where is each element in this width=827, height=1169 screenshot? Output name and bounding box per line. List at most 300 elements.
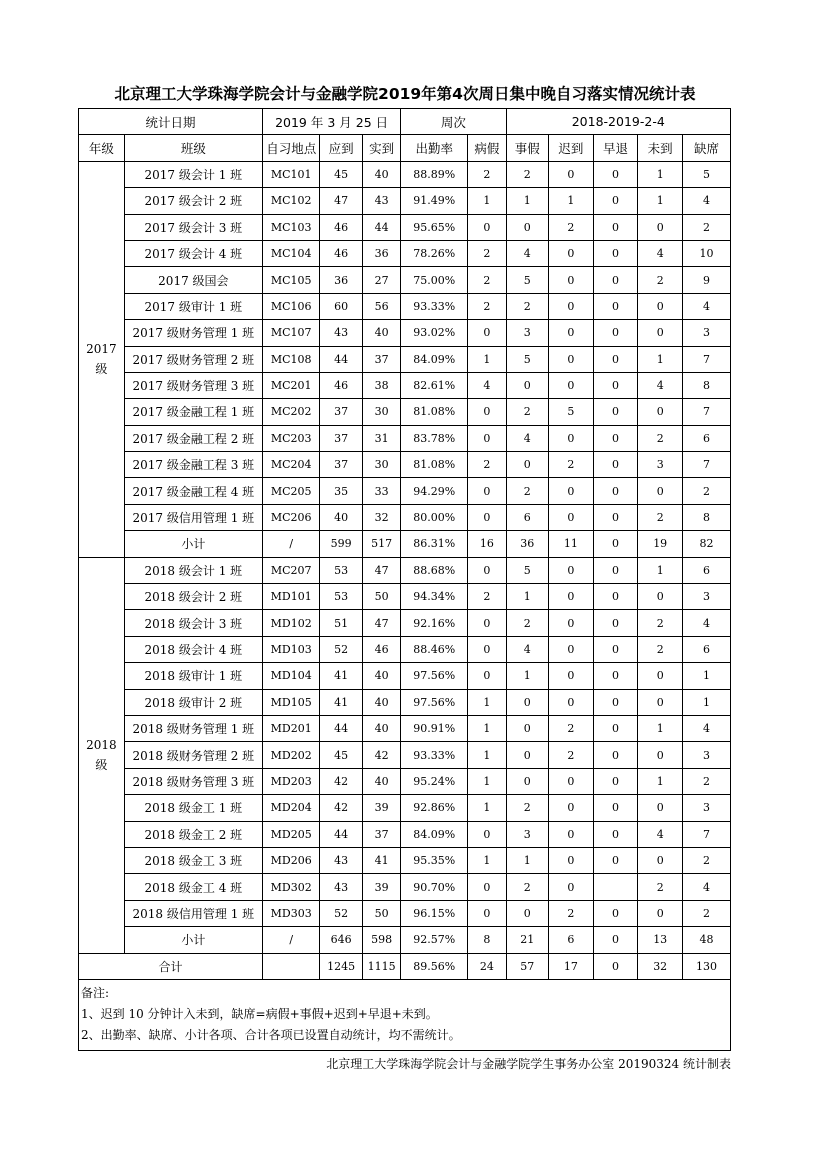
subtotal-location-cell: / — [262, 531, 319, 557]
actual-cell: 33 — [362, 478, 400, 504]
late-cell: 0 — [549, 293, 594, 319]
class-cell: 2017 级财务管理 2 班 — [124, 346, 262, 372]
rate-cell: 88.89% — [401, 161, 468, 187]
class-cell: 2018 级金工 3 班 — [124, 847, 262, 873]
missing-cell: 2 — [683, 478, 731, 504]
info-row — [79, 109, 731, 135]
late-cell: 0 — [549, 504, 594, 530]
early-leave-cell: 0 — [593, 821, 638, 847]
total-personal-leave-cell: 57 — [506, 953, 549, 979]
late-cell: 0 — [549, 874, 594, 900]
table-row — [79, 610, 731, 636]
total-location-cell — [262, 953, 319, 979]
location-cell: MD102 — [262, 610, 319, 636]
class-cell: 2017 级审计 1 班 — [124, 293, 262, 319]
missing-cell: 7 — [683, 821, 731, 847]
absent-cell: 1 — [638, 188, 683, 214]
absent-cell: 0 — [638, 320, 683, 346]
personal-leave-cell: 6 — [506, 504, 549, 530]
early-leave-cell: 0 — [593, 795, 638, 821]
absent-cell: 2 — [638, 636, 683, 662]
late-cell: 0 — [549, 425, 594, 451]
subtotal-absent-cell: 19 — [638, 531, 683, 557]
sick-cell: 1 — [468, 768, 506, 794]
class-cell: 2018 级财务管理 2 班 — [124, 742, 262, 768]
location-cell: MD105 — [262, 689, 319, 715]
early-leave-cell: 0 — [593, 715, 638, 741]
sick-cell: 0 — [468, 557, 506, 583]
rate-cell: 93.33% — [401, 293, 468, 319]
expected-cell: 44 — [320, 821, 363, 847]
expected-cell: 37 — [320, 425, 363, 451]
table-row — [79, 900, 731, 926]
location-cell: MD303 — [262, 900, 319, 926]
personal-leave-cell: 0 — [506, 689, 549, 715]
sick-cell: 1 — [468, 346, 506, 372]
table-row — [79, 425, 731, 451]
location-cell: MC108 — [262, 346, 319, 372]
header-location: 自习地点 — [262, 135, 319, 161]
subtotal-personal-leave-cell: 36 — [506, 531, 549, 557]
table-row — [79, 293, 731, 319]
expected-cell: 40 — [320, 504, 363, 530]
rate-cell: 90.70% — [401, 874, 468, 900]
missing-cell: 10 — [683, 240, 731, 266]
location-cell: MD204 — [262, 795, 319, 821]
personal-leave-cell: 5 — [506, 557, 549, 583]
week-label: 周次 — [401, 109, 506, 135]
total-early-leave-cell: 0 — [593, 953, 638, 979]
table-row — [79, 847, 731, 873]
class-cell: 2017 级财务管理 1 班 — [124, 320, 262, 346]
class-cell: 2018 级审计 2 班 — [124, 689, 262, 715]
rate-cell: 88.68% — [401, 557, 468, 583]
late-cell: 2 — [549, 452, 594, 478]
header-expected: 应到 — [320, 135, 363, 161]
rate-cell: 81.08% — [401, 452, 468, 478]
location-cell: MD201 — [262, 715, 319, 741]
footer-note: 北京理工大学珠海学院会计与金融学院学生事务办公室 20190324 统计制表 — [326, 1057, 731, 1071]
missing-cell: 1 — [683, 689, 731, 715]
absent-cell: 0 — [638, 900, 683, 926]
note-line: 2、出勤率、缺席、小计各项、合计各项已设置自动统计，均不需统计。 — [81, 1027, 461, 1042]
early-leave-cell: 0 — [593, 847, 638, 873]
table-row — [79, 372, 731, 398]
early-leave-cell: 0 — [593, 425, 638, 451]
date-label: 统计日期 — [79, 109, 263, 135]
rate-cell: 75.00% — [401, 267, 468, 293]
notes-cell — [79, 979, 731, 1050]
absent-cell: 0 — [638, 742, 683, 768]
missing-cell: 4 — [683, 610, 731, 636]
expected-cell: 44 — [320, 346, 363, 372]
report-title: 北京理工大学珠海学院会计与金融学院2019年第4次周日集中晚自习落实情况统计表 — [114, 85, 696, 103]
class-cell: 2017 级金融工程 4 班 — [124, 478, 262, 504]
absent-cell: 0 — [638, 293, 683, 319]
missing-cell: 4 — [683, 874, 731, 900]
absent-cell: 1 — [638, 346, 683, 372]
missing-cell: 5 — [683, 161, 731, 187]
location-cell: MC105 — [262, 267, 319, 293]
absent-cell: 4 — [638, 821, 683, 847]
rate-cell: 91.49% — [401, 188, 468, 214]
personal-leave-cell: 0 — [506, 715, 549, 741]
class-cell: 2017 级金融工程 1 班 — [124, 399, 262, 425]
sick-cell: 0 — [468, 425, 506, 451]
date-value: 2019 年 3 月 25 日 — [262, 109, 400, 135]
early-leave-cell: 0 — [593, 557, 638, 583]
expected-cell: 45 — [320, 161, 363, 187]
table-row — [79, 821, 731, 847]
actual-cell: 50 — [362, 900, 400, 926]
personal-leave-cell: 3 — [506, 320, 549, 346]
sick-cell: 0 — [468, 610, 506, 636]
class-cell: 2017 级会计 1 班 — [124, 161, 262, 187]
table-row — [79, 715, 731, 741]
early-leave-cell: 0 — [593, 900, 638, 926]
subtotal-location-cell: / — [262, 927, 319, 953]
class-cell: 2018 级金工 2 班 — [124, 821, 262, 847]
personal-leave-cell: 4 — [506, 240, 549, 266]
table-row — [79, 214, 731, 240]
expected-cell: 46 — [320, 240, 363, 266]
actual-cell: 50 — [362, 584, 400, 610]
absent-cell: 1 — [638, 557, 683, 583]
class-cell: 2017 级金融工程 2 班 — [124, 425, 262, 451]
sick-cell: 1 — [468, 742, 506, 768]
location-cell: MD104 — [262, 663, 319, 689]
personal-leave-cell: 2 — [506, 478, 549, 504]
actual-cell: 40 — [362, 161, 400, 187]
missing-cell: 7 — [683, 452, 731, 478]
actual-cell: 47 — [362, 557, 400, 583]
rate-cell: 92.16% — [401, 610, 468, 636]
early-leave-cell: 0 — [593, 399, 638, 425]
missing-cell: 7 — [683, 399, 731, 425]
attendance-table — [78, 108, 731, 1051]
rate-cell: 81.08% — [401, 399, 468, 425]
location-cell: MC206 — [262, 504, 319, 530]
missing-cell: 2 — [683, 847, 731, 873]
personal-leave-cell: 0 — [506, 452, 549, 478]
missing-cell: 4 — [683, 188, 731, 214]
total-row — [79, 953, 731, 979]
subtotal-rate-cell: 86.31% — [401, 531, 468, 557]
actual-cell: 44 — [362, 214, 400, 240]
header-actual: 实到 — [362, 135, 400, 161]
actual-cell: 39 — [362, 874, 400, 900]
table-row — [79, 795, 731, 821]
early-leave-cell: 0 — [593, 267, 638, 293]
notes-heading: 备注: — [81, 985, 110, 1000]
header-early: 早退 — [593, 135, 638, 161]
note-line: 1、迟到 10 分钟计入未到，缺席=病假+事假+迟到+早退+未到。 — [81, 1006, 438, 1021]
class-cell: 2018 级会计 2 班 — [124, 584, 262, 610]
class-cell: 2018 级信用管理 1 班 — [124, 900, 262, 926]
week-value: 2018-2019-2-4 — [506, 109, 730, 135]
actual-cell: 43 — [362, 188, 400, 214]
rate-cell: 83.78% — [401, 425, 468, 451]
grade-cell: 2017 级 — [79, 161, 125, 557]
subtotal-row — [79, 531, 731, 557]
late-cell: 0 — [549, 478, 594, 504]
header-grade: 年级 — [79, 135, 125, 161]
subtotal-absent-cell: 13 — [638, 927, 683, 953]
class-cell: 2017 级会计 2 班 — [124, 188, 262, 214]
absent-cell: 0 — [638, 689, 683, 715]
rate-cell: 80.00% — [401, 504, 468, 530]
table-row — [79, 874, 731, 900]
subtotal-class-cell: 小计 — [124, 531, 262, 557]
personal-leave-cell: 2 — [506, 795, 549, 821]
table-row — [79, 452, 731, 478]
late-cell: 2 — [549, 715, 594, 741]
rate-cell: 78.26% — [401, 240, 468, 266]
table-row — [79, 689, 731, 715]
sick-cell: 2 — [468, 240, 506, 266]
actual-cell: 31 — [362, 425, 400, 451]
subtotal-early-leave-cell: 0 — [593, 531, 638, 557]
class-cell: 2018 级会计 3 班 — [124, 610, 262, 636]
sick-cell: 0 — [468, 478, 506, 504]
actual-cell: 37 — [362, 346, 400, 372]
early-leave-cell: 0 — [593, 161, 638, 187]
absent-cell: 0 — [638, 584, 683, 610]
class-cell: 2017 级财务管理 3 班 — [124, 372, 262, 398]
sick-cell: 0 — [468, 874, 506, 900]
total-label: 合计 — [79, 953, 263, 979]
personal-leave-cell: 4 — [506, 425, 549, 451]
class-cell: 2018 级会计 1 班 — [124, 557, 262, 583]
missing-cell: 8 — [683, 504, 731, 530]
header-class: 班级 — [124, 135, 262, 161]
expected-cell: 46 — [320, 214, 363, 240]
subtotal-expected-cell: 646 — [320, 927, 363, 953]
rate-cell: 95.24% — [401, 768, 468, 794]
sick-cell: 1 — [468, 689, 506, 715]
absent-cell: 4 — [638, 372, 683, 398]
actual-cell: 40 — [362, 320, 400, 346]
late-cell: 0 — [549, 795, 594, 821]
early-leave-cell: 0 — [593, 504, 638, 530]
total-actual-cell: 1115 — [362, 953, 400, 979]
table-row — [79, 346, 731, 372]
expected-cell: 42 — [320, 795, 363, 821]
expected-cell: 35 — [320, 478, 363, 504]
location-cell: MC201 — [262, 372, 319, 398]
table-row — [79, 188, 731, 214]
late-cell: 5 — [549, 399, 594, 425]
sick-cell: 0 — [468, 399, 506, 425]
missing-cell: 3 — [683, 742, 731, 768]
late-cell: 0 — [549, 161, 594, 187]
missing-cell: 9 — [683, 267, 731, 293]
rate-cell: 97.56% — [401, 663, 468, 689]
absent-cell: 0 — [638, 214, 683, 240]
expected-cell: 43 — [320, 320, 363, 346]
table-row — [79, 636, 731, 662]
rate-cell: 94.34% — [401, 584, 468, 610]
subtotal-actual-cell: 598 — [362, 927, 400, 953]
actual-cell: 41 — [362, 847, 400, 873]
late-cell: 0 — [549, 557, 594, 583]
absent-cell: 0 — [638, 795, 683, 821]
actual-cell: 39 — [362, 795, 400, 821]
absent-cell: 4 — [638, 240, 683, 266]
sick-cell: 2 — [468, 161, 506, 187]
subtotal-row — [79, 927, 731, 953]
actual-cell: 40 — [362, 689, 400, 715]
table-row — [79, 161, 731, 187]
actual-cell: 40 — [362, 768, 400, 794]
rate-cell: 90.91% — [401, 715, 468, 741]
personal-leave-cell: 0 — [506, 214, 549, 240]
absent-cell: 0 — [638, 663, 683, 689]
sick-cell: 1 — [468, 188, 506, 214]
expected-cell: 60 — [320, 293, 363, 319]
sick-cell: 0 — [468, 504, 506, 530]
absent-cell: 2 — [638, 874, 683, 900]
personal-leave-cell: 2 — [506, 610, 549, 636]
rate-cell: 95.65% — [401, 214, 468, 240]
rate-cell: 94.29% — [401, 478, 468, 504]
actual-cell: 46 — [362, 636, 400, 662]
actual-cell: 30 — [362, 452, 400, 478]
expected-cell: 52 — [320, 900, 363, 926]
location-cell: MD101 — [262, 584, 319, 610]
actual-cell: 38 — [362, 372, 400, 398]
missing-cell: 6 — [683, 636, 731, 662]
early-leave-cell: 0 — [593, 293, 638, 319]
personal-leave-cell: 2 — [506, 874, 549, 900]
missing-cell: 2 — [683, 900, 731, 926]
location-cell: MC101 — [262, 161, 319, 187]
location-cell: MC207 — [262, 557, 319, 583]
subtotal-missing-cell: 48 — [683, 927, 731, 953]
sick-cell: 4 — [468, 372, 506, 398]
late-cell: 0 — [549, 663, 594, 689]
class-cell: 2017 级国会 — [124, 267, 262, 293]
class-cell: 2017 级会计 3 班 — [124, 214, 262, 240]
late-cell: 2 — [549, 742, 594, 768]
expected-cell: 45 — [320, 742, 363, 768]
late-cell: 0 — [549, 636, 594, 662]
missing-cell: 2 — [683, 768, 731, 794]
header-missing: 缺席 — [683, 135, 731, 161]
expected-cell: 53 — [320, 584, 363, 610]
class-cell: 2018 级审计 1 班 — [124, 663, 262, 689]
table-row — [79, 742, 731, 768]
expected-cell: 41 — [320, 689, 363, 715]
early-leave-cell: 0 — [593, 320, 638, 346]
missing-cell: 6 — [683, 425, 731, 451]
missing-cell: 3 — [683, 584, 731, 610]
personal-leave-cell: 1 — [506, 584, 549, 610]
missing-cell: 4 — [683, 293, 731, 319]
actual-cell: 30 — [362, 399, 400, 425]
sick-cell: 2 — [468, 584, 506, 610]
rate-cell: 82.61% — [401, 372, 468, 398]
class-cell: 2017 级会计 4 班 — [124, 240, 262, 266]
early-leave-cell: 0 — [593, 214, 638, 240]
grade-cell: 2018 级 — [79, 557, 125, 953]
location-cell: MC205 — [262, 478, 319, 504]
rate-cell: 93.33% — [401, 742, 468, 768]
actual-cell: 47 — [362, 610, 400, 636]
late-cell: 2 — [549, 900, 594, 926]
expected-cell: 37 — [320, 452, 363, 478]
rate-cell: 96.15% — [401, 900, 468, 926]
late-cell: 0 — [549, 821, 594, 847]
personal-leave-cell: 4 — [506, 636, 549, 662]
missing-cell: 3 — [683, 795, 731, 821]
table-row — [79, 320, 731, 346]
subtotal-personal-leave-cell: 21 — [506, 927, 549, 953]
missing-cell: 7 — [683, 346, 731, 372]
missing-cell: 1 — [683, 663, 731, 689]
expected-cell: 42 — [320, 768, 363, 794]
early-leave-cell — [593, 874, 638, 900]
expected-cell: 51 — [320, 610, 363, 636]
late-cell: 0 — [549, 610, 594, 636]
late-cell: 0 — [549, 847, 594, 873]
rate-cell: 95.35% — [401, 847, 468, 873]
sick-cell: 1 — [468, 715, 506, 741]
personal-leave-cell: 0 — [506, 900, 549, 926]
sick-cell: 0 — [468, 214, 506, 240]
rate-cell: 88.46% — [401, 636, 468, 662]
late-cell: 0 — [549, 267, 594, 293]
table-row — [79, 663, 731, 689]
early-leave-cell: 0 — [593, 610, 638, 636]
header-row — [79, 135, 731, 161]
late-cell: 0 — [549, 584, 594, 610]
total-rate-cell: 89.56% — [401, 953, 468, 979]
expected-cell: 43 — [320, 874, 363, 900]
expected-cell: 37 — [320, 399, 363, 425]
class-cell: 2018 级金工 1 班 — [124, 795, 262, 821]
personal-leave-cell: 1 — [506, 847, 549, 873]
rate-cell: 93.02% — [401, 320, 468, 346]
subtotal-rate-cell: 92.57% — [401, 927, 468, 953]
early-leave-cell: 0 — [593, 240, 638, 266]
total-expected-cell: 1245 — [320, 953, 363, 979]
header-sick: 病假 — [468, 135, 506, 161]
absent-cell: 1 — [638, 161, 683, 187]
class-cell: 2018 级会计 4 班 — [124, 636, 262, 662]
location-cell: MD103 — [262, 636, 319, 662]
missing-cell: 2 — [683, 214, 731, 240]
rate-cell: 84.09% — [401, 346, 468, 372]
sick-cell: 2 — [468, 293, 506, 319]
early-leave-cell: 0 — [593, 689, 638, 715]
late-cell: 0 — [549, 346, 594, 372]
personal-leave-cell: 0 — [506, 768, 549, 794]
absent-cell: 0 — [638, 478, 683, 504]
table-row — [79, 399, 731, 425]
location-cell: MC203 — [262, 425, 319, 451]
sick-cell: 0 — [468, 821, 506, 847]
expected-cell: 41 — [320, 663, 363, 689]
expected-cell: 53 — [320, 557, 363, 583]
late-cell: 0 — [549, 240, 594, 266]
early-leave-cell: 0 — [593, 636, 638, 662]
personal-leave-cell: 1 — [506, 663, 549, 689]
absent-cell: 3 — [638, 452, 683, 478]
location-cell: MD203 — [262, 768, 319, 794]
late-cell: 0 — [549, 768, 594, 794]
early-leave-cell: 0 — [593, 742, 638, 768]
